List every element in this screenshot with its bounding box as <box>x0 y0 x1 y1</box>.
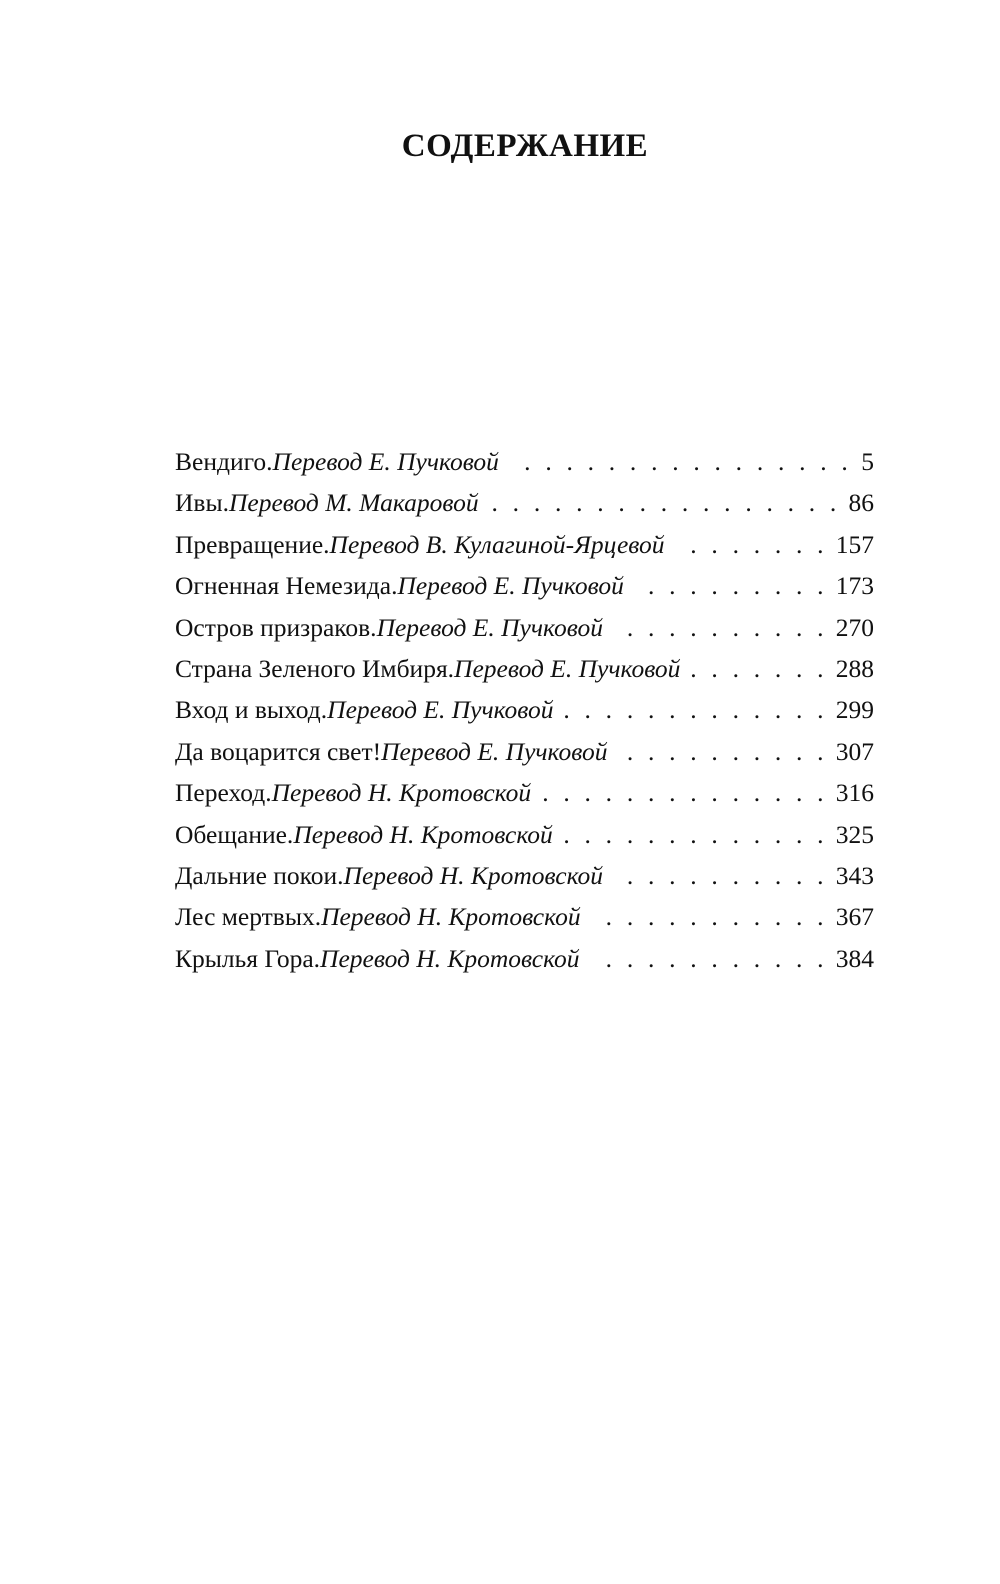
translator-credit: Перевод Н. Кротовской <box>320 943 580 973</box>
toc-entry[interactable] <box>175 778 874 819</box>
dot-leader <box>564 695 828 725</box>
table-of-contents <box>175 447 874 985</box>
story-title: Лес мертвых. <box>175 902 322 932</box>
story-title: Превращение. <box>175 529 330 559</box>
story-title: Вход и выход. <box>175 695 328 725</box>
story-title: Дальние покои. <box>175 860 344 890</box>
translator-credit: Перевод В. Кулагиной-Ярцевой <box>329 529 665 559</box>
translator-credit: Перевод Е. Пучковой <box>381 736 608 766</box>
translator-credit: Перевод Е. Пучковой <box>376 612 603 642</box>
story-title: Остров призраков. <box>175 612 377 642</box>
toc-entry[interactable] <box>175 613 874 654</box>
page-number: 367 <box>835 902 874 932</box>
page-number: 325 <box>835 819 874 849</box>
toc-entry[interactable] <box>175 944 874 985</box>
dot-leader <box>613 613 828 643</box>
page-number: 288 <box>835 653 874 683</box>
story-title: Ивы. <box>175 488 229 518</box>
story-title: Крылья Гора. <box>175 943 321 973</box>
toc-entry[interactable] <box>175 861 874 902</box>
page-number: 299 <box>835 695 874 725</box>
dot-leader <box>675 530 828 560</box>
toc-entry[interactable] <box>175 447 874 488</box>
page-number: 173 <box>835 571 874 601</box>
toc-entry[interactable] <box>175 488 874 529</box>
story-title: Переход. <box>175 778 272 808</box>
dot-leader <box>690 654 827 684</box>
dot-leader <box>489 488 841 518</box>
translator-credit: Перевод Е. Пучковой <box>272 447 499 476</box>
story-title: Вендиго. <box>175 447 273 476</box>
page-number: 343 <box>835 860 874 890</box>
dot-leader <box>613 861 828 891</box>
toc-entry[interactable] <box>175 654 874 695</box>
dot-leader <box>590 944 828 974</box>
page-title: СОДЕРЖАНИЕ <box>401 128 649 164</box>
dot-leader <box>509 447 852 477</box>
translator-credit: Перевод Е. Пучковой <box>327 695 554 725</box>
toc-entry[interactable] <box>175 820 874 861</box>
toc-entry[interactable] <box>175 737 874 778</box>
dot-leader <box>563 820 828 850</box>
toc-entry[interactable] <box>175 571 874 612</box>
page-number: 157 <box>835 529 874 559</box>
translator-credit: Перевод Н. Кротовской <box>293 819 553 849</box>
story-title: Огненная Немезида. <box>175 571 398 601</box>
translator-credit: Перевод Е. Пучковой <box>454 653 681 683</box>
story-title: Да воцарится свет! <box>175 736 382 766</box>
dot-leader <box>591 902 828 932</box>
dot-leader <box>618 737 828 767</box>
translator-credit: Перевод Н. Кротовской <box>343 860 604 890</box>
page-number: 307 <box>835 736 874 766</box>
dot-leader <box>541 778 828 808</box>
page-number: 270 <box>835 612 874 642</box>
page-number: 384 <box>835 943 874 973</box>
translator-credit: Перевод Н. Кротовской <box>321 902 581 932</box>
toc-entry[interactable] <box>175 530 874 571</box>
story-title: Страна Зеленого Имбиря. <box>175 653 455 683</box>
page-number: 5 <box>861 447 874 476</box>
toc-entry[interactable] <box>175 902 874 943</box>
page-number: 316 <box>835 778 874 808</box>
page-number: 86 <box>848 488 874 518</box>
toc-entry[interactable] <box>175 695 874 736</box>
translator-credit: Перевод Н. Кротовской <box>271 778 532 808</box>
translator-credit: Перевод М. Макаровой <box>228 488 479 518</box>
translator-credit: Перевод Е. Пучковой <box>397 571 624 601</box>
story-title: Обещание. <box>175 819 294 849</box>
dot-leader <box>634 571 828 601</box>
